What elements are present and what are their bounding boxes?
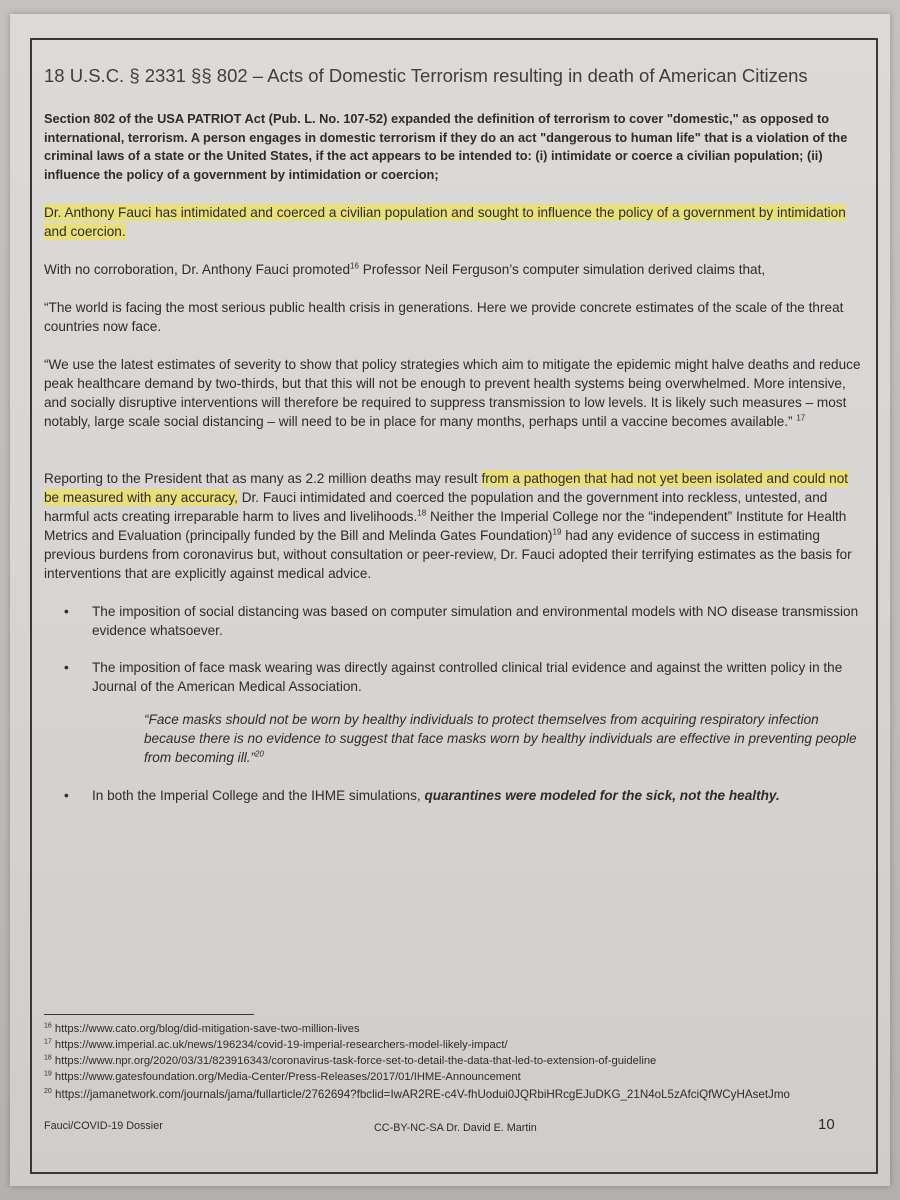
footer-license: CC-BY-NC-SA Dr. David E. Martin	[374, 1122, 537, 1134]
bullet-emphasis: quarantines were modeled for the sick, not the healthy.	[424, 788, 780, 803]
page-number: 10	[818, 1116, 835, 1133]
footnote-18	[44, 1053, 874, 1069]
footnote-ref-20[interactable]: 20	[255, 749, 264, 759]
footnote-link[interactable]: https://www.npr.org/2020/03/31/823916343/coronavirus-task-force-set-to-detail-the-data-that-led-to-extension-of-guideline	[54, 1055, 657, 1067]
reporting-text-b: Dr. Fauci intimidated and coerced the population and the government into reckless, untested, and harmful acts creating irreparable harm to lives and livelihoods.	[44, 490, 828, 524]
footnote-number: 16	[44, 1022, 52, 1030]
bullet-text: The imposition of face mask wearing was directly against controlled clinical trial evidence and against the written policy in the Journal of the American Medical Association.	[92, 660, 843, 694]
footnotes	[44, 1021, 874, 1103]
jama-quote	[144, 710, 866, 767]
footnote-link[interactable]: https://www.imperial.ac.uk/news/196234/covid-19-imperial-researchers-model-likely-impact/	[54, 1039, 508, 1051]
footnote-divider	[44, 1014, 254, 1015]
reporting-text-a: Reporting to the President that as many as 2.2 million deaths may result	[44, 471, 482, 486]
footnote-ref-18[interactable]: 18	[417, 508, 427, 518]
jama-quote-text: “Face masks should not be worn by healthy individuals to protect themselves from acquiring respiratory infection because there is no evidence to suggest that face masks worn by healthy individuals are effective in preventing people from becoming ill.”	[144, 712, 857, 765]
quote-paragraph-1: “The world is facing the most serious public health crisis in generations. Here we provide concrete estimates of the scale of the threat countries now face.	[44, 300, 844, 334]
footnote-ref-17[interactable]: 17	[796, 413, 806, 423]
bullet-icon: •	[64, 604, 69, 619]
patriot-act-paragraph: Section 802 of the USA PATRIOT Act (Pub. L. No. 107-52) expanded the definition of terrorism to cover "domestic," as opposed to international, terrorism. A person engages in domestic terrorism if they do an act "dangerous to human life" that is a violation of the criminal laws of a state or the United States, if the act appears to be intended to: (i) intimidate or coerce a civilian population; (ii) influence the policy of a government by intimidation or coercion;	[44, 111, 848, 182]
footnote-17	[44, 1037, 874, 1053]
footnote-20	[44, 1087, 874, 1103]
page-title: 18 U.S.C. § 2331 §§ 802 – Acts of Domestic Terrorism resulting in death of American Citizens	[44, 65, 808, 86]
promoted-text-start: With no corroboration, Dr. Anthony Fauci promoted	[44, 262, 351, 277]
footnote-number: 17	[44, 1038, 52, 1046]
promoted-paragraph	[44, 260, 866, 279]
reporting-text-c: Neither the Imperial College nor the “independent” Institute for Health Metrics and Evaluation (principally funded by the Bill and Melinda Gates Foundation)	[44, 509, 847, 543]
footnote-link[interactable]: https://www.cato.org/blog/did-mitigation-save-two-million-lives	[54, 1023, 360, 1035]
bullet-text: In both the Imperial College and the IHME simulations,	[92, 788, 425, 803]
quote-2-text: “We use the latest estimates of severity to show that policy strategies which aim to mitigate the epidemic might halve deaths and reduce peak healthcare demand by two-thirds, but that this will not be enough to prevent health systems being overwhelmed. More intensive, and socially disruptive interventions will therefore be required to suppress transmission to low levels. It is likely such measures – most notably, large scale social distancing – will need to be in place for many months, perhaps until a vaccine becomes available.”	[44, 357, 861, 429]
bullet-list	[44, 602, 866, 696]
footer-dossier-label: Fauci/COVID-19 Dossier	[44, 1120, 163, 1132]
bullet-item-quarantines	[44, 786, 866, 805]
bullet-icon: •	[64, 788, 69, 803]
bullet-text: The imposition of social distancing was based on computer simulation and environmental models with NO disease transmission evidence whatsoever.	[92, 604, 859, 638]
highlighted-claim-paragraph	[44, 203, 866, 241]
quote-paragraph-2	[44, 355, 866, 431]
promoted-text-end: Professor Neil Ferguson’s computer simulation derived claims that,	[358, 262, 766, 277]
footnote-number: 20	[44, 1088, 52, 1096]
footnote-ref-16[interactable]: 16	[350, 261, 359, 271]
bullet-item-face-masks	[44, 658, 866, 696]
footnote-number: 18	[44, 1054, 52, 1062]
footnote-ref-19[interactable]: 19	[552, 527, 562, 537]
bullet-icon: •	[64, 660, 69, 675]
reporting-text-d: had any evidence of success in estimating previous burdens from coronavirus but, without consultation or peer-review, Dr. Fauci adopted their terrifying estimates as the basis for interventions that are explicitly against medical advice.	[44, 528, 852, 581]
highlight-text: Dr. Anthony Fauci has intimidated and coerced a civilian population and sought to influence the policy of a government by intimidation and coercion.	[44, 205, 846, 239]
bullet-item-social-distancing	[44, 602, 866, 640]
footnote-16	[44, 1021, 874, 1037]
footnote-number: 19	[44, 1070, 52, 1078]
bullet-list-2	[44, 786, 866, 805]
footnote-19	[44, 1069, 874, 1085]
reporting-paragraph	[44, 469, 866, 583]
footnote-link[interactable]: https://jamanetwork.com/journals/jama/fullarticle/2762694?fbclid=IwAR2RE-c4V-fhUodui0JQRbiHRcgEJuDKG_21N4oL5zAfciQfWCyHAsetJmo	[55, 1088, 790, 1101]
reporting-highlight: from a pathogen that had not yet been isolated and could not be measured with any accuracy,	[44, 471, 849, 505]
page-content	[44, 64, 866, 823]
footnote-link[interactable]: https://www.gatesfoundation.org/Media-Center/Press-Releases/2017/01/IHME-Announcement	[54, 1071, 521, 1083]
